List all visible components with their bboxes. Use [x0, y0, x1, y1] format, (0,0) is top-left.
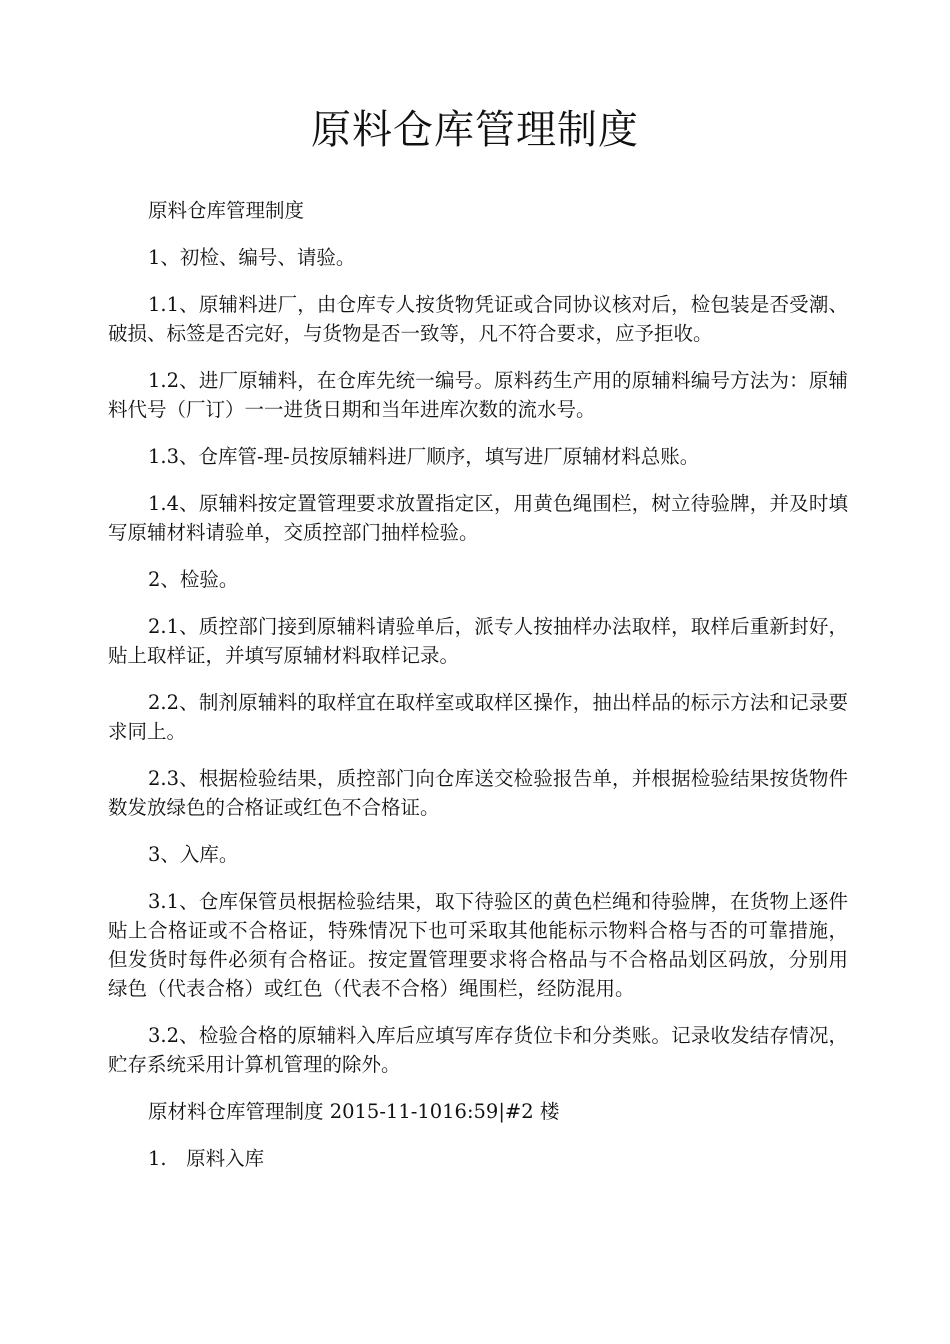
post-header-line: 原材料仓库管理制度 2015-11-1016:59|#2 楼: [148, 1100, 560, 1123]
paragraph-3-2: 3.2、检验合格的原辅料入库后应填写库存货位卡和分类账。记录收发结存情况，贮存系统采用计算机管理的除外。: [108, 1024, 848, 1076]
paragraph-1-1: 1.1、原辅料进厂，由仓库专人按货物凭证或合同协议核对后，检包装是否受潮、破损、标签是否完好，与货物是否一致等，凡不符合要求，应予拒收。: [108, 293, 848, 345]
paragraph-2-3: 2.3、根据检验结果，质控部门向仓库送交检验报告单，并根据检验结果按货物件数发放绿色的合格证或红色不合格证。: [108, 767, 848, 819]
paragraph-1-3: 1.3、仓库管-理-员按原辅料进厂顺序，填写进厂原辅材料总账。: [148, 445, 700, 468]
list-item-raw-material-inbound: 1. 原料入库: [148, 1147, 265, 1170]
section-heading-3: 3、入库。: [148, 843, 239, 866]
paragraph-2-1: 2.1、质控部门接到原辅料请验单后，派专人按抽样办法取样，取样后重新封好，贴上取样证，并填写原辅材料取样记录。: [108, 615, 848, 667]
paragraph-subtitle: 原料仓库管理制度: [148, 199, 305, 222]
document-body: [108, 196, 848, 1191]
paragraph-1-2: 1.2、进厂原辅料，在仓库先统一编号。原料药生产用的原辅料编号方法为：原辅料代号（厂订）一一进货日期和当年进库次数的流水号。: [108, 369, 848, 421]
section-heading-1: 1、初检、编号、请验。: [148, 246, 356, 269]
document-title: 原料仓库管理制度: [311, 107, 639, 153]
paragraph-2-2: 2.2、制剂原辅料的取样宜在取样室或取样区操作，抽出样品的标示方法和记录要求同上。: [108, 691, 848, 743]
paragraph-1-4: 1.4、原辅料按定置管理要求放置指定区，用黄色绳围栏，树立待验牌，并及时填写原辅材料请验单，交质控部门抽样检验。: [108, 492, 848, 544]
paragraph-3-1: 3.1、仓库保管员根据检验结果，取下待验区的黄色栏绳和待验牌，在货物上逐件贴上合格证或不合格证，特殊情况下也可采取其他能标示物料合格与否的可靠措施，但发货时每件必须有合格证。按定置管理要求将合格品与不合格品划区码放，分别用绿色（代表合格）或红色（代表不合格）绳围栏，经防混用。: [108, 890, 848, 1000]
section-heading-2: 2、检验。: [148, 568, 239, 591]
